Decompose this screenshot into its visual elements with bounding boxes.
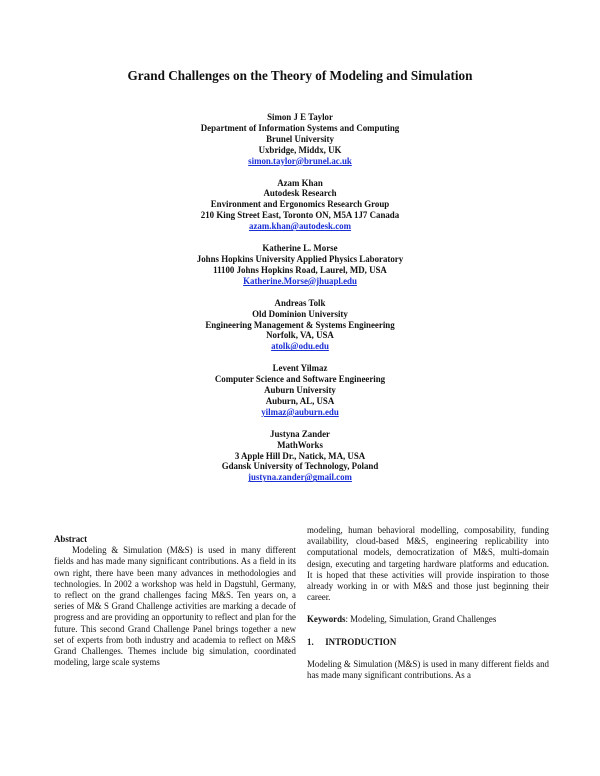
abstract-paragraph: Modeling & Simulation (M&S) is used in many different fields and has made many significant contributions. As a field in its own right, there have been many advances in methodologies and technologies. In 2002 a workshop was held in Dagstuhl, Germany, to reflect on the grand challenges facing M&S. Ten years on, a series of M& S Grand Challenge activities are marking a decade of progress and are providing an opportunity to reflect and plan for the future. This second Grand Challenge Panel brings together a new set of experts from both industry and academia to reflect on M&S Grand Challenges. Themes include big simulation, coordinated modeling, large scale systems (54, 545, 296, 668)
author-name: Levent Yilmaz (272, 363, 328, 374)
author-affiliation: Environment and Ergonomics Research Group (210, 199, 390, 210)
author-name: Azam Khan (277, 177, 323, 188)
author-affiliation: Gdansk University of Technology, Poland (221, 461, 379, 472)
author-email-link[interactable]: Katherine.Morse@jhuapl.edu (243, 275, 357, 286)
author-entry (0, 243, 600, 287)
author-block (0, 112, 600, 494)
author-name: Andreas Tolk (274, 297, 326, 308)
abstract-heading: Abstract (54, 534, 88, 544)
author-affiliation: Brunel University (266, 133, 334, 144)
section-heading (307, 637, 549, 648)
author-name: Simon J E Taylor (267, 112, 333, 122)
author-address: 3 Apple Hill Dr., Natick, MA, USA (234, 450, 366, 461)
author-affiliation: Engineering Management & Systems Engineering (205, 319, 395, 330)
keywords-text: : Modeling, Simulation, Grand Challenges (345, 614, 497, 625)
author-entry (0, 429, 600, 484)
author-email-link[interactable]: atolk@odu.edu (271, 341, 329, 352)
keywords-label: Keywords (307, 614, 346, 625)
author-address: 210 King Street East, Toronto ON, M5A 1J7 Canada (200, 210, 400, 221)
section-number: 1. (307, 636, 314, 647)
author-affiliation: Autodesk Research (263, 188, 337, 199)
author-address: Norfolk, VA, USA (266, 330, 334, 341)
author-email-link[interactable]: justyna.zander@gmail.com (248, 472, 352, 483)
author-entry (0, 112, 600, 167)
author-affiliation: Computer Science and Software Engineering (214, 374, 386, 385)
left-column (54, 534, 296, 668)
abstract-continuation: modeling, human behavioral modelling, composability, funding availability, cloud-based M&S, engineering replicability into computational models, democratization of M&S, multi-domain design, executing and targeting hardware platforms and education. It is hoped that these activities will provide inspiration to those already working in or with M&S and those just beginning their career. (307, 525, 549, 603)
paper-title: Grand Challenges on the Theory of Modeling and Simulation (127, 68, 473, 83)
author-email-link[interactable]: azam.khan@autodesk.com (249, 221, 351, 232)
author-affiliation: MathWorks (277, 439, 323, 450)
section-title: INTRODUCTION (325, 636, 397, 647)
author-address: Uxbridge, Middx, UK (258, 144, 342, 155)
author-name: Katherine L. Morse (262, 243, 338, 254)
author-email-link[interactable]: yilmaz@auburn.edu (261, 406, 339, 417)
author-entry (0, 298, 600, 353)
author-name: Justyna Zander (270, 428, 330, 439)
author-affiliation: Department of Information Systems and Computing (200, 122, 400, 133)
author-affiliation: Auburn University (264, 385, 336, 396)
intro-paragraph: Modeling & Simulation (M&S) is used in many different fields and has made many significant contributions. As a (307, 658, 549, 681)
author-entry (0, 363, 600, 418)
author-entry (0, 178, 600, 233)
keywords-line (307, 614, 549, 625)
author-email-link[interactable]: simon.taylor@brunel.ac.uk (248, 155, 352, 166)
author-address: Auburn, AL, USA (265, 395, 335, 406)
author-affiliation: Johns Hopkins University Applied Physics Laboratory (196, 253, 404, 264)
author-affiliation: Old Dominion University (252, 308, 348, 319)
right-column (307, 525, 549, 681)
author-address: 11100 Johns Hopkins Road, Laurel, MD, USA (213, 264, 387, 275)
